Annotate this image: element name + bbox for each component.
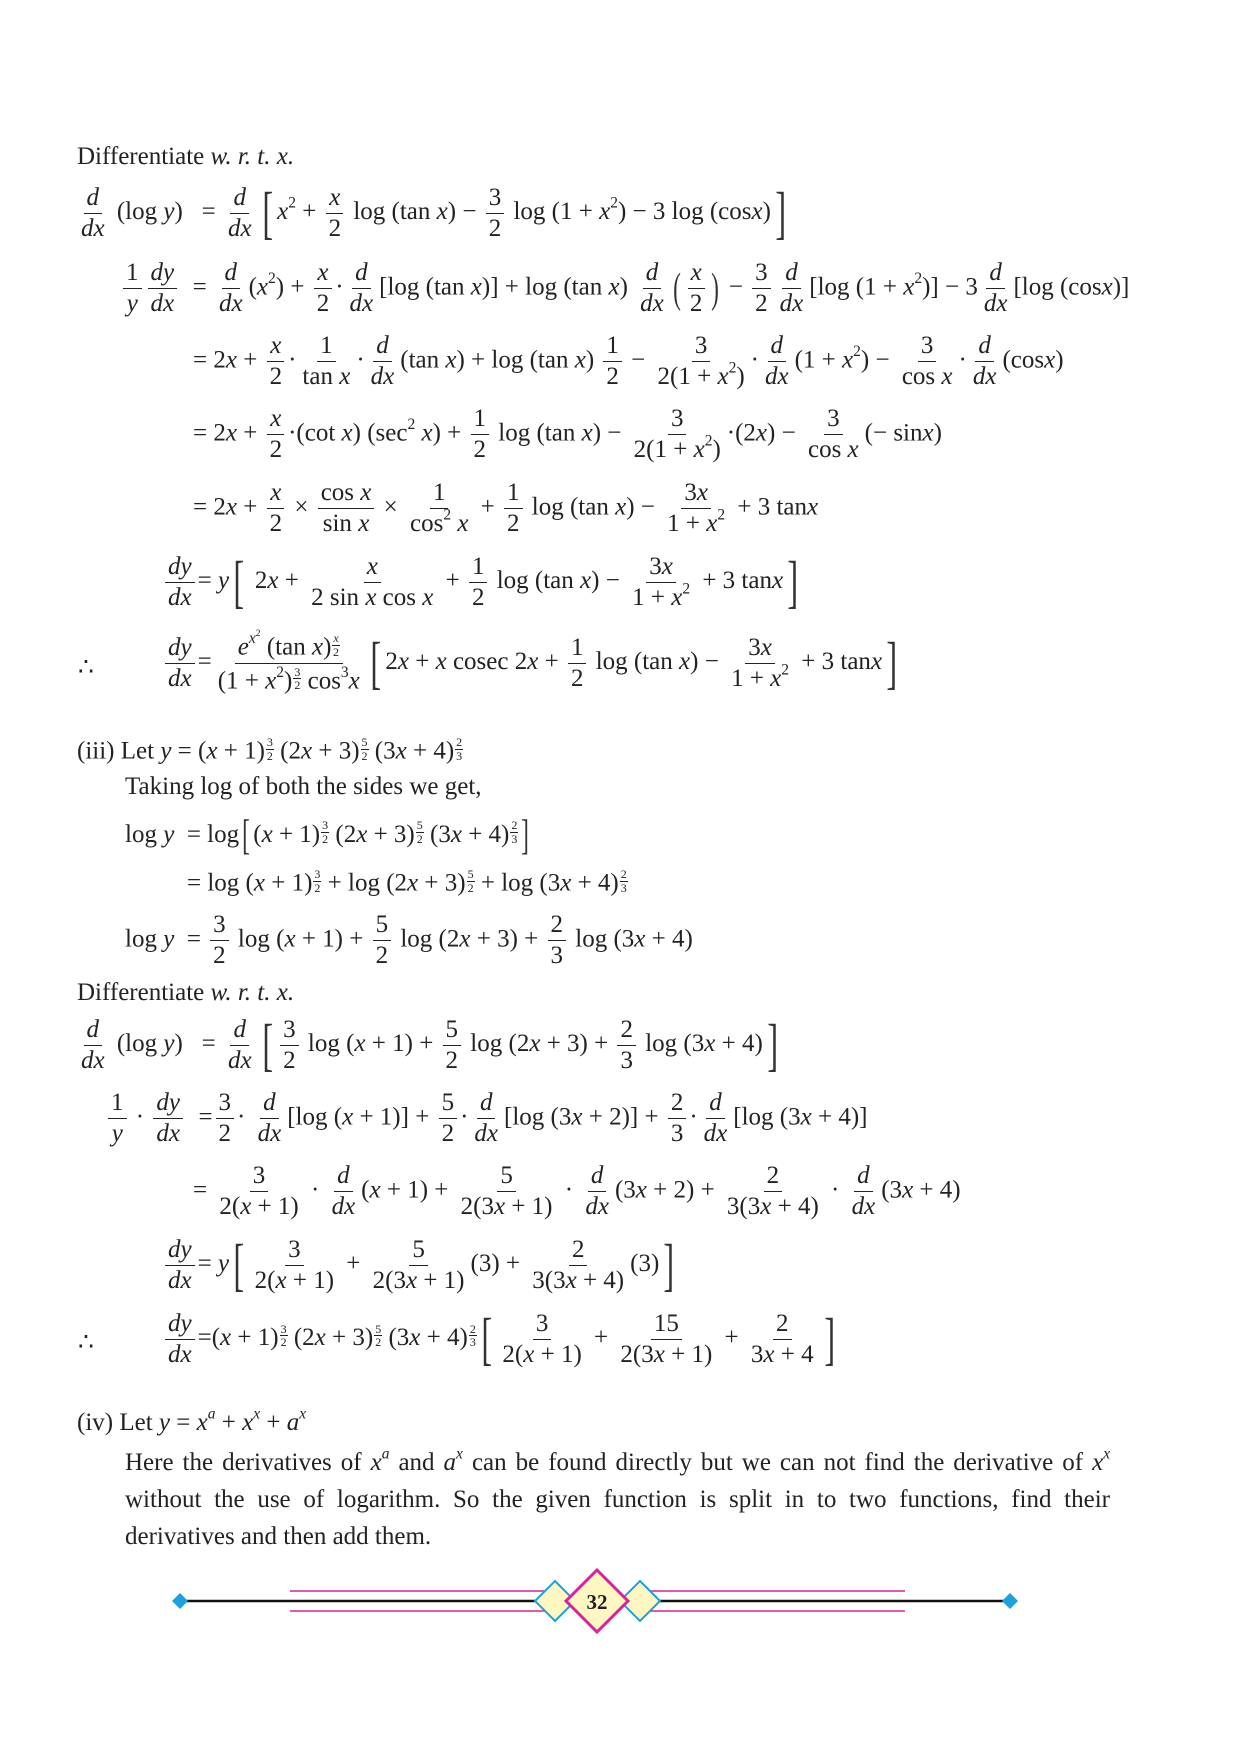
equation-line-3: $\frac{1}{y}$ $\frac{dy}{dx}$ = $\frac{d}{dx}$ $(x^2)$ + $\frac{x}{2}$ · $\frac{d}{dx}$ [log (tan x)] + log (tan x) $\frac{d}{dx}$ ( $\frac{x}{2}$ ) − $\frac{3}{2}$ $\frac{d}{dx}$ [log $(1 + x^2)] - 3$ $\frac{d}{dx}$ [log (cosx)] <box>120 260 1129 318</box>
differentiate-heading-1: Differentiate w. r. t. x. <box>77 143 295 170</box>
equation-log-y-2: = log (x + 1) $\frac{3}{2}$ + log (2x + 3) $\frac{5}{2}$ + log (3x + 4) $\frac{2}{3}$ <box>187 867 627 897</box>
equation-line-13: $\frac{dy}{dx}$ =(x + 1) $\frac{3}{2}$ (2x + 3) $\frac{5}{2}$ (3x + 4) $\frac{2}{3}$ [ $\frac{3}{2(x + 1)}$ + $\frac{15}{2(3x + 1)}$ + $\frac{2}{3x + 4}$ ] <box>162 1310 839 1369</box>
part-iii-statement: (iii) Let y = (x + 1) $\frac{3}{2}$ (2x + 3) $\frac{5}{2}$ (3x + 4) $\frac{2}{3}$ <box>77 735 463 765</box>
differentiate-heading-2: Differentiate w. r. t. x. <box>77 979 295 1006</box>
left-diamond-icon <box>172 1593 188 1609</box>
equation-line-8: $\frac{dy}{dx}$ = $e^{x^2}$ (tan x) $\frac{x}{2}$ $(1 + x^2)$ $\frac{3}{2}$ $\cos^3x$ [ 2x + x cosec 2x + $\frac{1}{2}$ log (tan x) − $\frac{3x}{1 + x^2}$ + 3 tanx] <box>162 632 902 695</box>
page-footer-ornament <box>0 1555 1241 1645</box>
part-iv-statement: (iv) Let $y = x^a + x^x + a^x$ <box>77 1405 307 1436</box>
equation-line-9: $\frac{d}{dx}$ (log y) = $\frac{d}{dx}$ [ $\frac{3}{2}$ log (x + 1) + $\frac{5}{2}$ log (2x + 3) + $\frac{2}{3}$ log (3x + 4)] <box>81 1012 778 1077</box>
equation-line-4: = 2x + $\frac{x}{2}$ · $\frac{1}{\text{tan x}}$ · $\frac{d}{dx}$ (tan x) + log (tan x) $\frac{1}{2}$ − $\frac{3}{2(1 + x^2)}$ · $\frac{d}{dx}$ $(1 + x^2)$ − $\frac{3}{\text{cos x}}$ · $\frac{d}{dx}$ (cosx) <box>193 332 1064 391</box>
therefore-symbol-1: ∴ <box>78 654 94 681</box>
equation-log-y-1: log y = log[ (x + 1) $\frac{3}{2}$ (2x + 3) $\frac{5}{2}$ (3x + 4) $\frac{2}{3}$ ] <box>125 812 530 859</box>
equation-line-5: = 2x + $\frac{x}{2}$ ·(cot x) ($\sec^2$ x) + $\frac{1}{2}$ log (tan x) − $\frac{3}{2(1 + x^2)}$ ·(2x) − $\frac{3}{\text{cos x}}$ (− sinx) <box>193 405 942 464</box>
equation-line-7: $\frac{dy}{dx}$ = y[ 2x + $\frac{x}{\text{2 sin x cos x}}$ + $\frac{1}{2}$ log (tan x) − $\frac{3x}{1 + x^2}$ + 3 tanx] <box>162 553 803 612</box>
equation-line-2: $\frac{d}{dx}$ (log y) = $\frac{d}{dx}$ [ $x^2$ + $\frac{x}{2}$ log (tan x) − $\frac{3}{2}$ $\log (1 + x^2) - 3$ log (cosx)] <box>81 180 787 245</box>
equation-line-6: = 2x + $\frac{x}{2}$ × $\frac{\text{cos x}}{\text{sin x}}$ × $\frac{1}{\cos^2 x}$ + $\frac{1}{2}$ log (tan x) − $\frac{3x}{1 + x^2}$ + 3 tanx <box>193 479 819 538</box>
equation-line-12: $\frac{dy}{dx}$ = y[ $\frac{3}{2(x + 1)}$ + $\frac{5}{2(3x + 1)}$ (3) + $\frac{2}{3(3x + 4)}$ (3)] <box>162 1236 679 1295</box>
equation-line-11: = $\frac{3}{2(x + 1)}$ · $\frac{d}{dx}$ (x + 1) + $\frac{5}{2(3x + 1)}$ · $\frac{d}{dx}$ (3x + 2) + $\frac{2}{3(3x + 4)}$ · $\frac{d}{dx}$ (3x + 4) <box>193 1162 961 1221</box>
taking-log-text: Taking log of both the sides we get, <box>125 773 482 800</box>
therefore-symbol-2: ∴ <box>78 1329 94 1356</box>
part-iv-paragraph: Here the derivatives of $x^a$ and $a^x$ can be found directly but we can not find the derivative of $x^x$ without the use of logarithm. So the given function is split in to two functions, find their derivatives and then add them. <box>125 1445 1111 1550</box>
equation-line-10: $\frac{1}{y}$ · $\frac{dy}{dx}$ = $\frac{3}{2}$ · $\frac{d}{dx}$ [log (x + 1)] + $\frac{5}{2}$ · $\frac{d}{dx}$ [log (3x + 2)] + $\frac{2}{3}$ · $\frac{d}{dx}$ [log (3x + 4)] <box>105 1090 867 1148</box>
equation-log-y-3: log y = $\frac{3}{2}$ log (x + 1) + $\frac{5}{2}$ log (2x + 3) + $\frac{2}{3}$ log (3x + 4) <box>125 911 693 970</box>
page-number: 32 <box>586 1590 608 1614</box>
right-diamond-icon <box>1002 1593 1018 1609</box>
